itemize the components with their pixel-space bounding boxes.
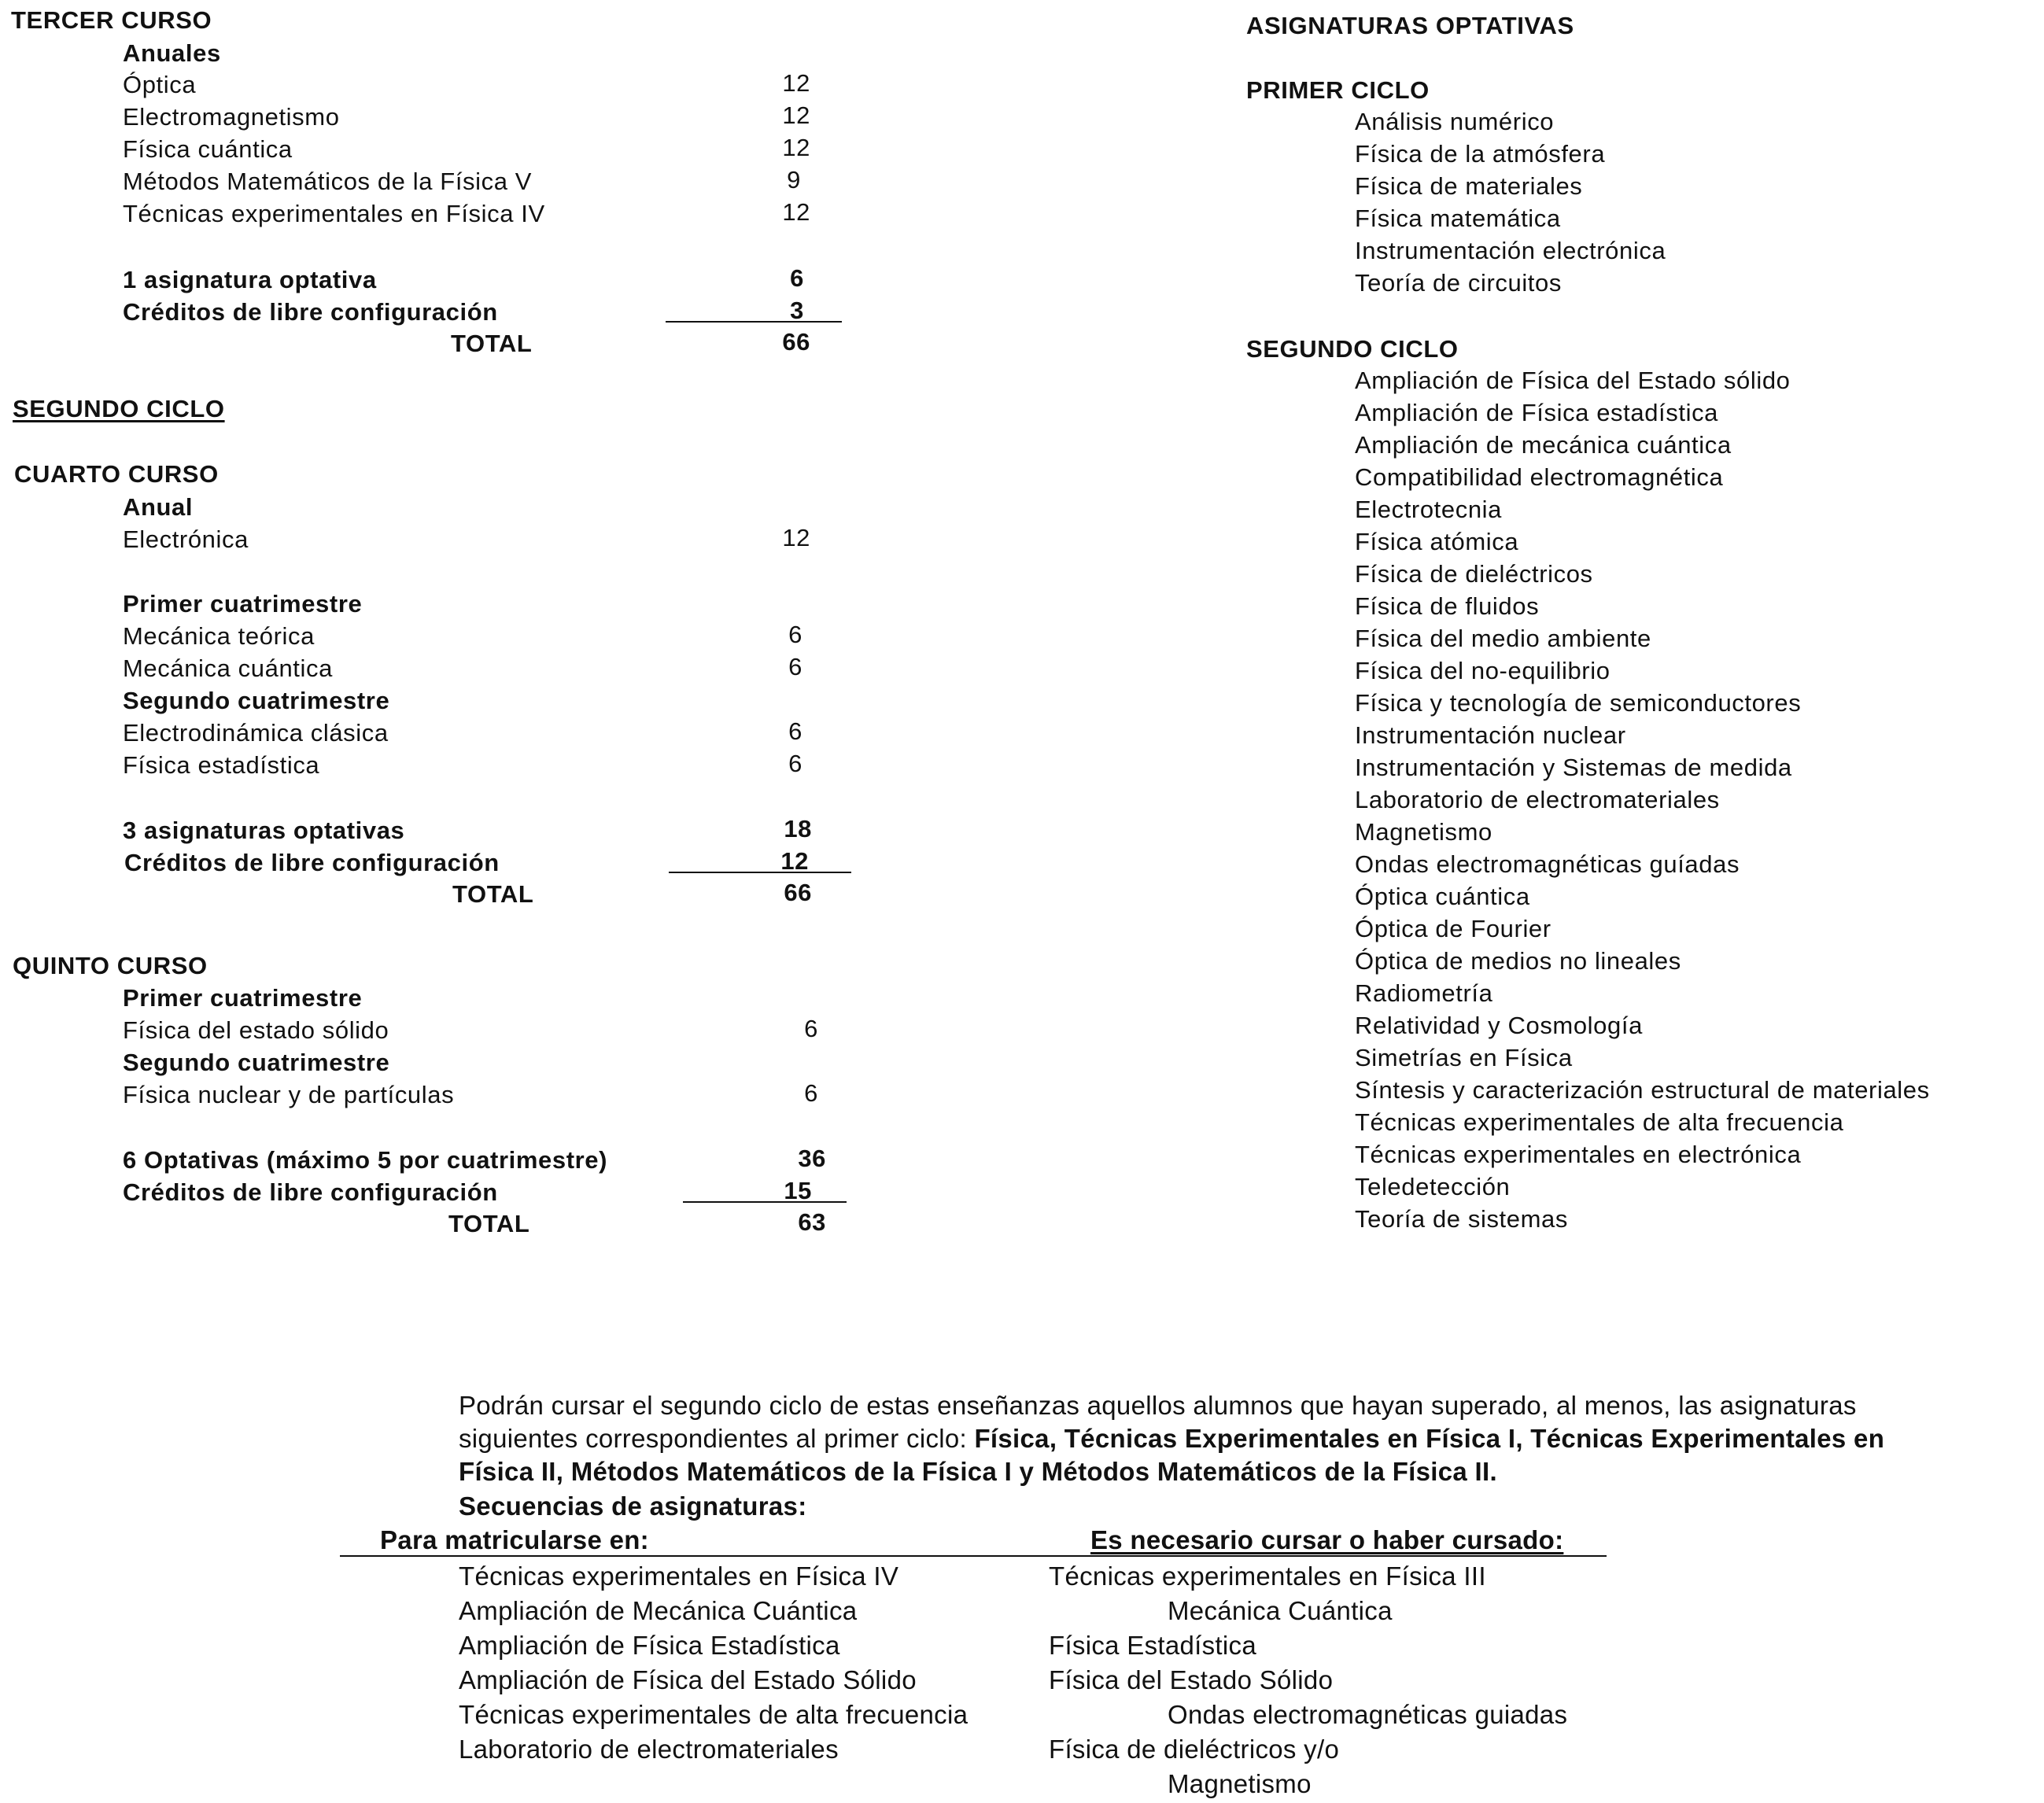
list-item: Teledetección [1355,1173,1511,1200]
tercer-subject-name: Física cuántica [123,135,293,163]
notes-line-2-plain: siguientes correspondientes al primer ciclo: [459,1424,975,1453]
cuarto-subject-name: Electrodinámica clásica [123,719,389,747]
quinto-optativas-credits: 36 [798,1145,826,1172]
list-item: Física de materiales [1355,172,1583,200]
cuarto-optativas-label: 3 asignaturas optativas [123,817,405,844]
secuencia-right: Física del Estado Sólido [1049,1665,1334,1694]
tercer-subject-credits: 12 [782,69,810,97]
tercer-subject-credits: 9 [787,166,801,194]
quinto-libre-credits: 15 [784,1177,812,1204]
tercer-sum-rule [666,321,842,323]
list-item: Ampliación de mecánica cuántica [1355,431,1732,459]
col2-header: Es necesario cursar o haber cursado: [1090,1525,1564,1554]
list-item: Óptica de medios no lineales [1355,947,1681,975]
secuencia-right: Magnetismo [1168,1769,1312,1798]
segundo-ciclo-list [1355,365,1930,1236]
cuarto-anual-label: Anual [123,493,194,521]
cuarto-sum-rule [669,872,851,873]
tercer-subject-credits: 12 [782,134,810,161]
quinto-subject-credits: 6 [804,1079,818,1107]
list-item: Técnicas experimentales de alta frecuencia [1355,1108,1844,1136]
notes-line-2 [459,1422,1884,1455]
list-item: Simetrías en Física [1355,1044,1573,1071]
quinto-sum-rule [683,1201,847,1203]
secuencia-left: Técnicas experimentales de alta frecuencia [459,1700,969,1729]
cuarto-optativas-credits: 18 [784,815,812,843]
cuarto-libre-credits: 12 [780,847,809,875]
cuarto-total-value: 66 [784,879,812,906]
primer-ciclo-list [1355,106,1666,299]
optativas-title: ASIGNATURAS OPTATIVAS [1246,12,1574,39]
quinto-curso-title: QUINTO CURSO [13,952,208,979]
cuarto-primer-label: Primer cuatrimestre [123,590,363,618]
cuarto-segundo-label: Segundo cuatrimestre [123,687,390,714]
list-item: Física de fluidos [1355,592,1540,620]
quinto-primer-label: Primer cuatrimestre [123,984,363,1012]
list-item: Instrumentación electrónica [1355,237,1666,264]
cuarto-subject-credits: 6 [788,621,802,648]
list-item: Compatibilidad electromagnética [1355,463,1724,491]
secuencia-right: Ondas electromagnéticas guiadas [1168,1700,1568,1729]
quinto-total-label: TOTAL [448,1210,530,1237]
tercer-libre-credits: 3 [790,297,804,324]
quinto-optativas-label: 6 Optativas (máximo 5 por cuatrimestre) [123,1146,608,1174]
list-item: Física de dieléctricos [1355,560,1593,588]
quinto-segundo-label: Segundo cuatrimestre [123,1049,390,1076]
notes-line-2-bold: Física, Técnicas Experimentales en Física I, Técnicas Experimentales en [974,1424,1885,1453]
tercer-subject-name: Óptica [123,71,197,98]
cuarto-subject-credits: 12 [782,524,810,551]
list-item: Relatividad y Cosmología [1355,1012,1643,1039]
notes-line-3: Física II, Métodos Matemáticos de la Física I y Métodos Matemáticos de la Física II. [459,1457,1497,1486]
secuencias-header-rule [340,1555,1607,1557]
secuencia-right: Física Estadística [1049,1631,1256,1660]
secuencia-right: Técnicas experimentales en Física III [1049,1561,1486,1591]
cuarto-curso-title: CUARTO CURSO [14,460,219,488]
list-item: Laboratorio de electromateriales [1355,786,1720,813]
list-item: Física del medio ambiente [1355,625,1651,652]
list-item: Óptica cuántica [1355,883,1530,910]
list-item: Magnetismo [1355,818,1492,846]
tercer-subject-credits: 12 [782,198,810,226]
secuencia-right: Mecánica Cuántica [1168,1596,1393,1625]
cuarto-subject-name: Mecánica cuántica [123,654,333,682]
list-item: Radiometría [1355,979,1493,1007]
list-item: Física matemática [1355,205,1561,232]
secuencia-left: Técnicas experimentales en Física IV [459,1561,899,1591]
tercer-curso-title: TERCER CURSO [11,6,212,34]
list-item: Teoría de sistemas [1355,1205,1568,1233]
quinto-subject-name: Física nuclear y de partículas [123,1081,455,1108]
list-item: Física y tecnología de semiconductores [1355,689,1802,717]
segundo-ciclo-optativas-heading: SEGUNDO CICLO [1246,335,1459,363]
quinto-libre-label: Créditos de libre configuración [123,1178,498,1206]
list-item: Instrumentación nuclear [1355,721,1626,749]
list-item: Física atómica [1355,528,1519,555]
list-item: Electrotecnia [1355,496,1503,523]
quinto-total-value: 63 [798,1208,826,1236]
list-item: Óptica de Fourier [1355,915,1551,942]
tercer-subject-name: Técnicas experimentales en Física IV [123,200,545,227]
secuencia-right: Física de dieléctricos y/o [1049,1735,1340,1764]
secuencia-left: Ampliación de Mecánica Cuántica [459,1596,858,1625]
cuarto-subject-name: Electrónica [123,525,249,553]
secuencias-label: Secuencias de asignaturas: [459,1491,807,1521]
secuencia-left: Ampliación de Física del Estado Sólido [459,1665,917,1694]
list-item: Técnicas experimentales en electrónica [1355,1141,1802,1168]
cuarto-total-label: TOTAL [452,880,534,908]
list-item: Análisis numérico [1355,108,1555,135]
list-item: Ampliación de Física estadística [1355,399,1719,426]
list-item: Física de la atmósfera [1355,140,1606,168]
list-item: Ondas electromagnéticas guíadas [1355,850,1740,878]
list-item: Instrumentación y Sistemas de medida [1355,754,1792,781]
tercer-total-label: TOTAL [451,330,533,357]
tercer-optativa-credits: 6 [790,264,804,292]
tercer-total-value: 66 [782,328,810,356]
tercer-libre-label: Créditos de libre configuración [123,298,498,326]
segundo-ciclo-heading: SEGUNDO CICLO [13,395,225,422]
quinto-subject-name: Física del estado sólido [123,1016,389,1044]
cuarto-subject-credits: 6 [788,717,802,745]
cuarto-subject-name: Física estadística [123,751,320,779]
list-item: Física del no-equilibrio [1355,657,1610,684]
notes-line-1: Podrán cursar el segundo ciclo de estas enseñanzas aquellos alumnos que hayan superado, al menos, las asignaturas [459,1391,1857,1420]
list-item: Síntesis y caracterización estructural de materiales [1355,1076,1930,1104]
list-item: Ampliación de Física del Estado sólido [1355,367,1791,394]
tercer-anuales-label: Anuales [123,39,221,67]
primer-ciclo-heading: PRIMER CICLO [1246,76,1430,104]
tercer-subject-name: Electromagnetismo [123,103,340,131]
secuencia-left: Laboratorio de electromateriales [459,1735,839,1764]
cuarto-subject-credits: 6 [788,750,802,777]
col1-header: Para matricularse en: [380,1525,649,1554]
tercer-subject-name: Métodos Matemáticos de la Física V [123,168,533,195]
list-item: Teoría de circuitos [1355,269,1562,297]
tercer-optativa-label: 1 asignatura optativa [123,266,377,293]
cuarto-subject-name: Mecánica teórica [123,622,315,650]
quinto-subject-credits: 6 [804,1015,818,1042]
cuarto-libre-label: Créditos de libre configuración [124,849,500,876]
secuencia-left: Ampliación de Física Estadística [459,1631,840,1660]
cuarto-subject-credits: 6 [788,653,802,680]
tercer-subject-credits: 12 [782,101,810,129]
